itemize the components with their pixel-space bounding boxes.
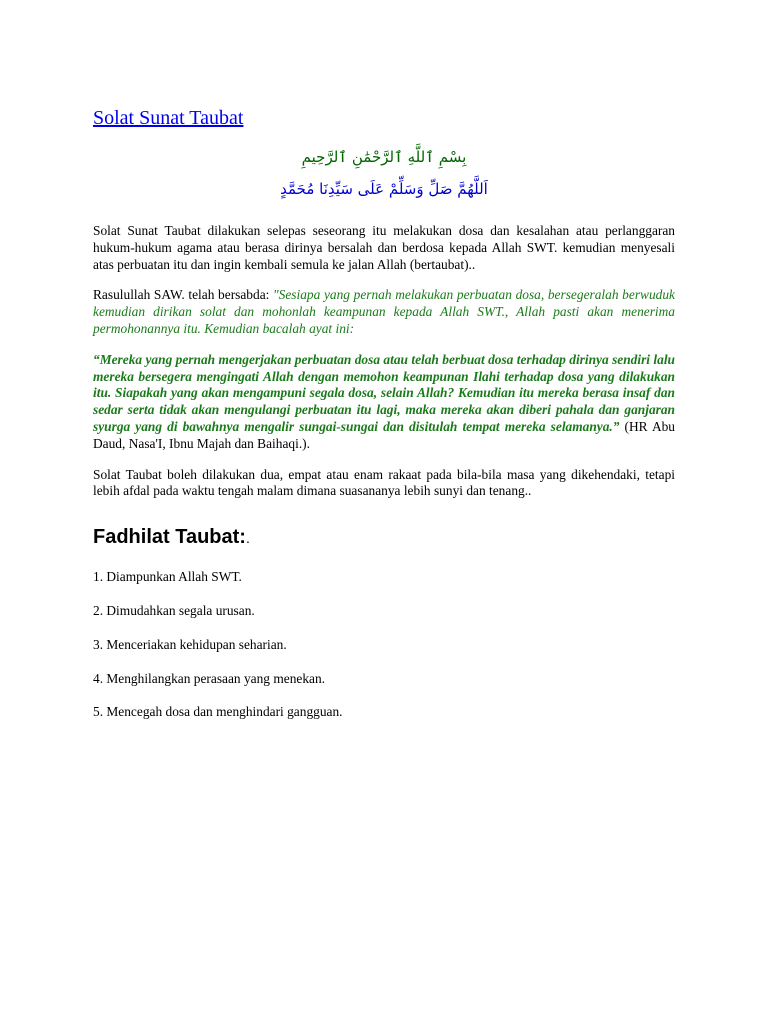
list-item: 5. Mencegah dosa dan menghindari gangguan.: [93, 704, 343, 720]
hadith-quote-text: "Sesiapa yang pernah melakukan perbuatan dosa, bersegeralah berwuduk kemudian dirikan solat dan mohonlah keampunan kepada Allah SWT., Allah pasti akan menerima permohonannya itu. Kemudian bacalah ayat ini:: [93, 287, 675, 336]
fadhilat-heading-text: Fadhilat Taubat:: [93, 526, 246, 549]
list-item: 1. Diampunkan Allah SWT.: [93, 569, 242, 585]
intro-paragraph: Solat Sunat Taubat dilakukan selepas seseorang itu melakukan dosa dan kesalahan atau perlanggaran hukum-hukum agama atau berasa dirinya bersalah dan berdosa kepada Allah SWT. kemudian menyesali atas perbuatan itu dan ingin kembali semula ke jalan Allah (bertaubat)..: [93, 223, 675, 272]
fadhilat-list: [93, 569, 675, 721]
fadhilat-heading: [93, 524, 675, 551]
list-item: 4. Menghilangkan perasaan yang menekan.: [93, 670, 326, 686]
list-item: 3. Menceriakan kehidupan seharian.: [93, 636, 287, 652]
page-title-link[interactable]: Solat Sunat Taubat: [93, 107, 244, 129]
timing-paragraph: Solat Taubat boleh dilakukan dua, empat atau enam rakaat pada bila-bila masa yang dikehendaki, tetapi lebih afdal pada waktu tengah malam dimana suasananya lebih sunyi dan tenang..: [93, 466, 675, 499]
salawat-text: اَللَّهُمَّ صَلِّ وَسَلِّمْ عَلَى سَيِّدِنَا مُحَمَّدٍ: [280, 180, 488, 198]
hadith-paragraph: [93, 287, 675, 337]
verse-paragraph: [93, 352, 675, 453]
list-item: 2. Dimudahkan segala urusan.: [93, 602, 255, 618]
fadhilat-heading-suffix: .: [245, 530, 250, 547]
verse-text: “Mereka yang pernah mengerjakan perbuatan dosa atau telah berbuat dosa terhadap dirinya sendiri lalu mereka bersegera mengingati Allah dengan memohon keampunan Ilahi terhadap dosa yang dilakukan itu. Siapakah yang akan mengampuni segala dosa, selain Allah? Kemudian itu mereka berasa insaf dan sedar serta tidak akan mengulangi perbuatan itu lagi, maka mereka akan diberi pahala dan ganjaran syurga yang di bawahnya mengalir sungai-sungai dan disitulah tempat mereka selamanya.”: [93, 351, 675, 434]
verse-source-text: (HR Abu Daud, Nasa'I, Ibnu Majah dan Baihaqi.).: [93, 418, 675, 451]
hadith-lead-text: Rasulullah SAW. telah bersabda:: [93, 287, 274, 303]
basmala-text: بِسْمِ ٱللَّهِ ٱلرَّحْمَٰنِ ٱلرَّحِيمِ: [301, 148, 467, 166]
